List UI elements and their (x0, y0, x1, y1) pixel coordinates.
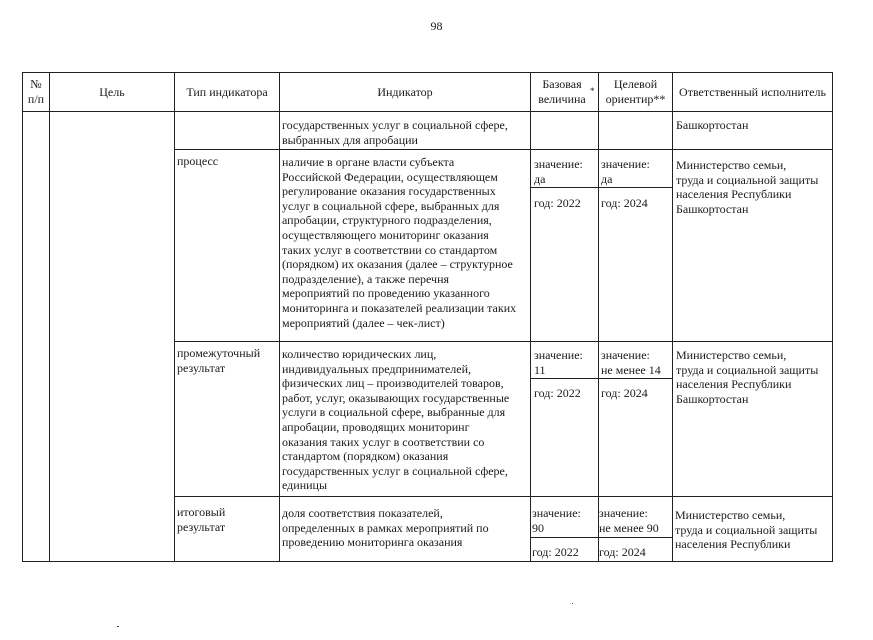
row-0-indicator: государственных услуг в социальной сфере, выбранных для апробации (282, 118, 508, 147)
row-1-base-value: значение: да (534, 157, 583, 186)
row-3-indicator: доля соответствия показателей, определенных в рамках мероприятий по проведению мониторинга оказания (282, 506, 489, 550)
row-2-type: промежуточный результат (177, 346, 261, 375)
row-2-target-year: год: 2024 (601, 386, 648, 400)
row-0-responsible: Башкортостан (676, 118, 749, 132)
row-3-target-year: год: 2024 (599, 545, 646, 559)
row-2-responsible: Министерство семьи, труда и социальной защиты населения Республики Башкортостан (676, 348, 819, 406)
row-3-base-value: значение: 90 (532, 506, 581, 535)
row-3-base-year: год: 2022 (532, 545, 579, 559)
scan-speck (572, 603, 573, 604)
header-base-footnote-mark: * (590, 86, 595, 96)
row-3-responsible: Министерство семьи, труда и социальной защиты населения Республики (675, 508, 818, 552)
row-1-responsible: Министерство семьи, труда и социальной защиты населения Республики Башкортостан (676, 158, 819, 216)
row-1-target-year: год: 2024 (601, 196, 648, 210)
header-number: № п/п (27, 77, 45, 106)
row-2-base-value: значение: 11 (534, 348, 583, 377)
row-2-indicator: количество юридических лиц, индивидуальных предпринимателей, физических лиц – производителей товаров, работ, услуг, оказывающих государственные услуги в социальной сфере, выбранные для апробации, проводящих мониторинг оказания таких услуг в соответствии со стандартом (порядком) оказания государственных услуг в социальной сфере, единицы (282, 347, 510, 493)
header-indicator: Индикатор (377, 84, 433, 99)
header-target: Целевой ориентир** (605, 77, 666, 106)
row-2-base-year: год: 2022 (534, 386, 581, 400)
header-base-value: Базовая величина (538, 77, 586, 106)
row-1-target-value: значение: да (601, 157, 650, 186)
row-1-type: процесс (177, 154, 219, 168)
row-3-type: итоговый результат (177, 505, 226, 534)
header-responsible: Ответственный исполнитель (679, 84, 826, 99)
row-1-base-year: год: 2022 (534, 196, 581, 210)
header-goal: Цель (99, 84, 125, 99)
scan-speck (117, 626, 119, 627)
row-2-target-value: значение: не менее 14 (601, 348, 661, 377)
row-3-target-value: значение: не менее 90 (599, 506, 659, 535)
row-1-indicator: наличие в органе власти субъекта Российской Федерации, осуществляющем регулирование оказания государственных услуг в социальной сфере, выбранных для апробации, структурного подразделения, осуществляющего мониторинг оказания таких услуг в соответствии со стандартом (порядком) их оказания (далее – структурное подразделение), а также перечня мероприятий по проведению указанного мониторинга и показателей реализации таких мероприятий (далее – чек-лист) (282, 155, 517, 330)
header-indicator-type: Тип индикатора (186, 84, 268, 99)
page-number: 98 (430, 19, 443, 33)
